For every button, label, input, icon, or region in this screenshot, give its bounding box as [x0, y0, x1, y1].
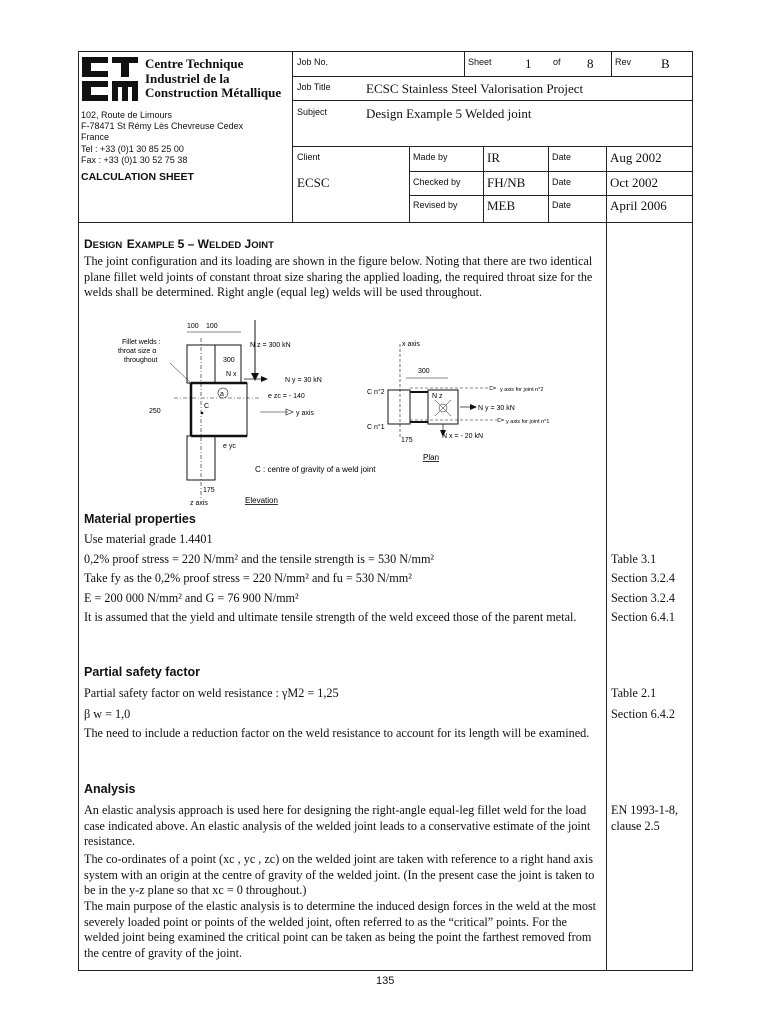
analysis-para-1: An elastic analysis approach is used here for designing the right-angle equal-leg fillet weld for the load case indicated above. An elastic analysis of the welded joint leads to a conservative estimate of the joint resistance.	[84, 803, 591, 849]
ctcm-logo	[82, 57, 138, 101]
dim-100-b: 100	[206, 323, 218, 330]
date-label: Date	[552, 200, 572, 210]
fillet-label-3: throughout	[124, 357, 158, 364]
made-by-label: Made by	[413, 152, 448, 162]
z-axis-label: z axis	[190, 500, 208, 507]
address-line: France	[81, 132, 110, 143]
ecc-ezc: e zc = - 140	[268, 393, 305, 400]
rev-value: B	[661, 56, 670, 71]
dim-300: 300	[223, 357, 235, 364]
sheet-type-title: CALCULATION SHEET	[81, 171, 194, 183]
ref-section-3-2-4: Section 3.2.4	[611, 591, 675, 605]
beta-w-line: β w = 1,0	[84, 707, 131, 721]
reduction-note: The need to include a reduction factor on the weld resistance to account for its length will be examined.	[84, 726, 590, 740]
plan-column	[388, 390, 410, 424]
job-title: ECSC Stainless Steel Valorisation Project	[366, 81, 584, 96]
address-line: F-78471 St Rémy Lès Chevreuse Cedex	[81, 121, 244, 132]
weld-strength-note: It is assumed that the yield and ultimate tensile strength of the weld exceed those of the parent metal.	[84, 610, 577, 624]
fillet-label-2: throat size α	[118, 348, 157, 355]
of-label: of	[553, 57, 561, 67]
load-nx: N x	[226, 371, 237, 378]
ref-section-3-2-4: Section 3.2.4	[611, 571, 675, 585]
phone: Tel : +33 (0)1 30 85 25 00	[81, 143, 184, 154]
checked-by-label: Checked by	[413, 177, 461, 187]
ref-table-3-1: Table 3.1	[611, 552, 657, 566]
analysis-para-3: The main purpose of the elastic analysis is to determine the induced design forces in the weld at the most severely loaded point or points of the welded joint, often referred to as the “critical” points. For the welded joint being examined the critical point can be taken as being the point the farthest removed from the centre of gravity of the joint.	[84, 899, 597, 960]
load-ny: N y = 30 kN	[285, 377, 322, 384]
plan-cn2: C n°2	[367, 389, 385, 396]
address	[81, 110, 243, 166]
job-title-label: Job Title	[297, 82, 331, 92]
elevation-label: Elevation	[245, 496, 278, 505]
sheet-label: Sheet	[468, 57, 492, 67]
job-no-label: Job No.	[297, 57, 329, 67]
date-made: Aug 2002	[610, 150, 662, 165]
material-grade: Use material grade 1.4401	[84, 532, 213, 546]
fax: Fax : +33 (0)1 30 52 75 38	[81, 154, 188, 165]
dim-100-a: 100	[187, 323, 199, 330]
plan-label: Plan	[423, 453, 440, 462]
date-revised: April 2006	[610, 198, 667, 213]
plan-dim-175: 175	[401, 437, 413, 444]
plan-nx: N x = - 20 kN	[442, 433, 484, 440]
rev-label: Rev	[615, 57, 632, 67]
centroid-note: C : centre of gravity of a weld joint	[255, 465, 376, 474]
subject: Design Example 5 Welded joint	[366, 106, 532, 121]
date-label: Date	[552, 152, 572, 162]
client: ECSC	[297, 175, 330, 190]
end-plate	[191, 383, 247, 436]
page-number: 135	[376, 975, 395, 987]
weld-label-a: a	[220, 391, 224, 398]
load-nz: N z = 300 kN	[250, 342, 291, 349]
plan-nz: N z	[432, 393, 443, 400]
example-title: DESIGN EXAMPLE 5 – WELDED JOINT	[84, 237, 274, 251]
date-label: Date	[552, 177, 572, 187]
intro-paragraph: The joint configuration and its loading are shown in the figure below. Noting that there are two identical plane fillet weld joints of constant throat size sharing the applied loading, the required throat size for the welds shall be determined. Right angle (equal leg) welds will be used throughout.	[84, 254, 593, 300]
ref-en-1993: EN 1993-1-8, clause 2.5	[611, 803, 679, 833]
ref-section-6-4-1: Section 6.4.1	[611, 610, 675, 624]
date-checked: Oct 2002	[610, 175, 659, 190]
ref-section-6-4-2: Section 6.4.2	[611, 707, 675, 721]
dim-175: 175	[203, 487, 215, 494]
material-heading: Material properties	[84, 512, 196, 526]
y-axis-label: y axis	[296, 410, 314, 417]
analysis-para-2: The co-ordinates of a point (xc , yc , zc) on the welded joint are taken with reference to a right hand axis system with an origin at the centre of gravity of the welded joint. (In the present case the joint is taken to be in the y-z plane so that xc = 0 throughout.)	[84, 852, 595, 898]
checked-by: FH/NB	[487, 175, 526, 190]
fy-fu-line: Take fy as the 0,2% proof stress = 220 N/mm² and fu = 530 N/mm²	[84, 571, 412, 585]
org-name: Centre Technique Industriel de la Construction Métallique	[145, 56, 282, 100]
x-axis-label: x axis	[402, 341, 420, 348]
centroid-label: C	[204, 403, 210, 410]
sheet-total: 8	[587, 56, 594, 71]
fillet-weld	[191, 383, 247, 436]
plan-yaxis-joint1: y axis for joint n°1	[506, 419, 550, 425]
analysis-heading: Analysis	[84, 782, 136, 796]
revised-by-label: Revised by	[413, 200, 458, 210]
joint-figure	[110, 318, 580, 510]
client-label: Client	[297, 152, 321, 162]
plan-dim-300: 300	[418, 368, 430, 375]
plan-yaxis-joint2: y axis for joint n°2	[500, 387, 544, 393]
fillet-label-1: Fillet welds :	[122, 339, 161, 346]
address-line: 102, Route de Limours	[81, 110, 173, 120]
moduli-line: E = 200 000 N/mm² and G = 76 900 N/mm²	[84, 591, 299, 605]
plan-ny: N y = 30 kN	[478, 405, 515, 412]
made-by: IR	[487, 150, 500, 165]
ecc-eyc: e yc	[223, 443, 236, 450]
plan-cn1: C n°1	[367, 424, 385, 431]
partial-heading: Partial safety factor	[84, 665, 201, 679]
subject-label: Subject	[297, 107, 328, 117]
sheet-number: 1	[525, 56, 532, 71]
ref-table-2-1: Table 2.1	[611, 686, 657, 700]
proof-stress-line: 0,2% proof stress = 220 N/mm² and the tensile strength is = 530 N/mm²	[84, 552, 435, 566]
gamma-m2-line: Partial safety factor on weld resistance : γM2 = 1,25	[84, 686, 339, 700]
dim-250: 250	[149, 408, 161, 415]
revised-by: MEB	[487, 198, 516, 213]
